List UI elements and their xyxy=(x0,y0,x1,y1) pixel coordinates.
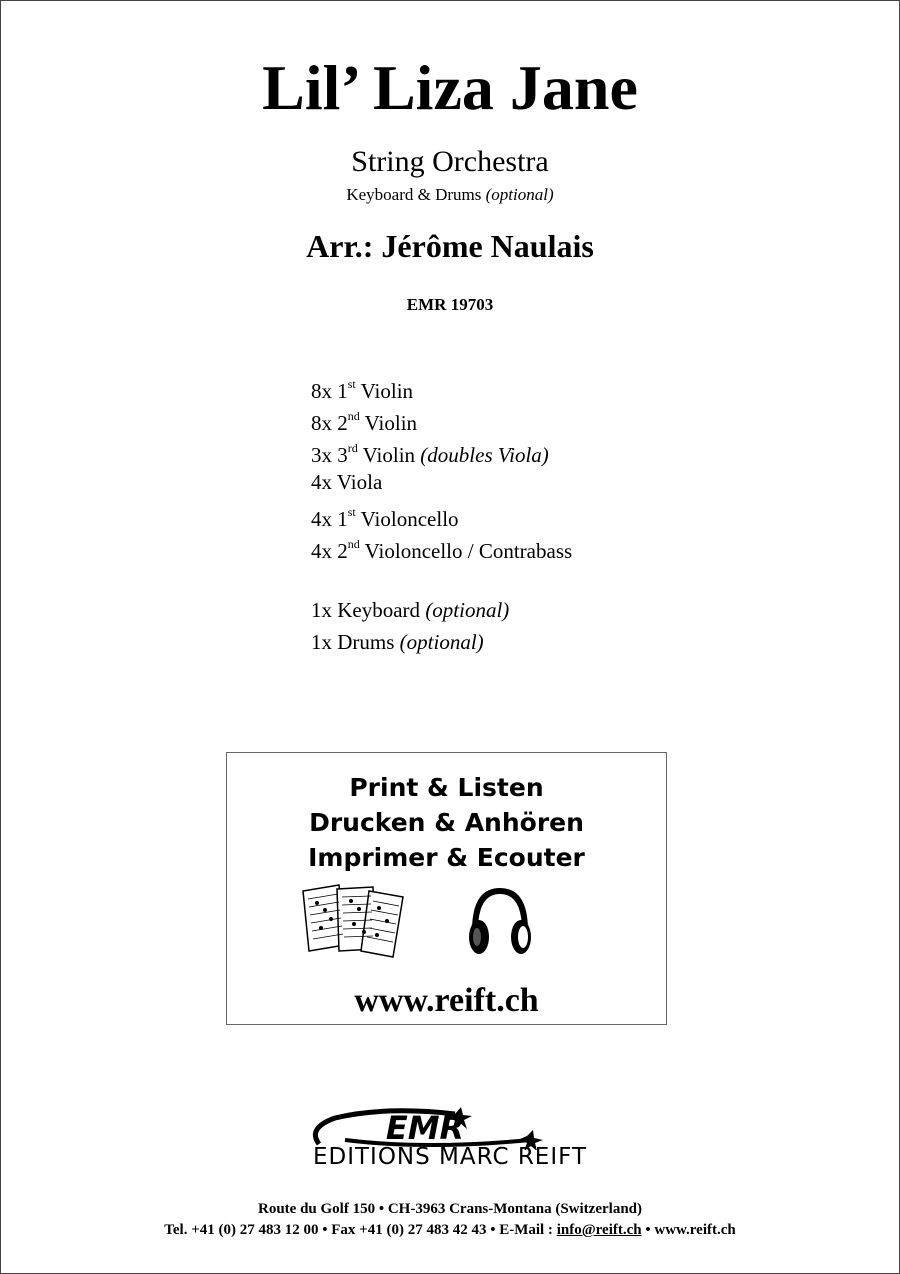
promo-url-link[interactable]: www.reift.ch xyxy=(354,982,539,1019)
part-note: (optional) xyxy=(425,598,510,622)
part-name: Viola xyxy=(336,470,383,494)
part-ordinal-suffix: nd xyxy=(347,409,360,423)
svg-text:EMR: EMR xyxy=(385,1109,465,1147)
part-row xyxy=(311,628,484,656)
part-number: 3 xyxy=(337,443,348,467)
part-name: Violoncello / Contrabass xyxy=(364,539,573,563)
part-count: 4x xyxy=(311,470,332,494)
part-row xyxy=(311,500,459,533)
part-count: 1x xyxy=(311,630,332,654)
part-name: Drums xyxy=(337,630,395,654)
part-count: 8x xyxy=(311,379,332,403)
headphones-icon xyxy=(465,885,535,961)
part-ordinal-suffix: st xyxy=(347,377,356,391)
publisher-contact xyxy=(0,1220,900,1240)
arranger: Arr.: Jérôme Naulais xyxy=(306,228,594,264)
part-name: Keyboard xyxy=(337,598,421,622)
sheet-music-icon xyxy=(299,883,411,959)
part-ordinal-suffix: nd xyxy=(347,537,360,551)
catalog-number: EMR 19703 xyxy=(406,295,494,314)
email-link[interactable]: info@reift.ch xyxy=(556,1222,642,1238)
part-number: 1 xyxy=(337,379,348,403)
part-number: 1 xyxy=(337,507,348,531)
promo-box xyxy=(226,752,667,1025)
part-name: Violin xyxy=(362,443,416,467)
part-number: 2 xyxy=(337,539,348,563)
part-name: Violoncello xyxy=(360,507,459,531)
part-row xyxy=(311,404,417,437)
part-note: (optional) xyxy=(399,630,484,654)
contact-website: • www.reift.ch xyxy=(641,1222,736,1238)
part-ordinal-suffix: rd xyxy=(347,441,358,455)
publisher-name: EDITIONS MARC REIFT xyxy=(312,1144,588,1170)
part-count: 3x xyxy=(311,443,332,467)
part-row xyxy=(311,436,549,469)
subtitle: String Orchestra xyxy=(351,145,549,178)
instrumentation-note-text: Keyboard & Drums xyxy=(346,185,482,204)
part-count: 4x xyxy=(311,507,332,531)
part-count: 4x xyxy=(311,539,332,563)
publisher-address: Route du Golf 150 • CH-3963 Crans-Montana (Switzerland) xyxy=(258,1201,642,1217)
part-row xyxy=(311,532,572,565)
part-count: 1x xyxy=(311,598,332,622)
part-ordinal-suffix: st xyxy=(347,505,356,519)
promo-line-de: Drucken & Anhören xyxy=(309,808,584,837)
promo-line-fr: Imprimer & Ecouter xyxy=(308,843,585,872)
part-name: Violin xyxy=(364,411,418,435)
title: Lil’ Liza Jane xyxy=(262,52,638,123)
part-row xyxy=(311,372,413,405)
part-note: (doubles Viola) xyxy=(420,443,549,467)
promo-line-en: Print & Listen xyxy=(349,773,544,802)
instrumentation-note-optional: (optional) xyxy=(485,185,554,204)
contact-phone-fax: Tel. +41 (0) 27 483 12 00 • Fax +41 (0) 27 483 42 43 • E-Mail : xyxy=(164,1222,557,1238)
part-name: Violin xyxy=(360,379,414,403)
instrumentation-note xyxy=(0,183,900,207)
part-row xyxy=(311,468,382,496)
part-row xyxy=(311,596,509,624)
part-count: 8x xyxy=(311,411,332,435)
part-number: 2 xyxy=(337,411,348,435)
